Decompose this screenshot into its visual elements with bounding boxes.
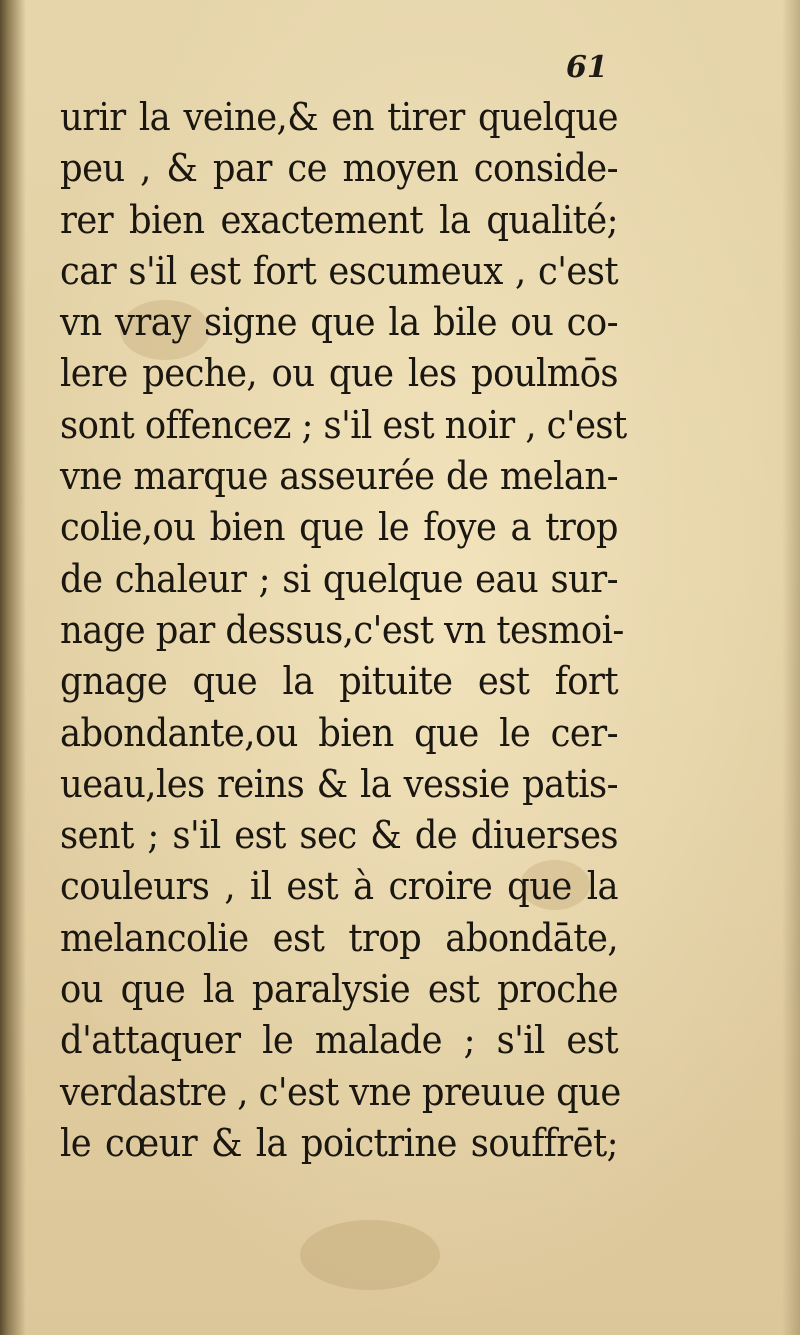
- body-text: [60, 92, 627, 1169]
- text-line: couleurs , il est à croire que la: [60, 864, 618, 909]
- text-line: le cœur & la poictrine souffrēt;: [60, 1120, 618, 1165]
- text-line: nage par dessus,c'est vn tesmoi-: [60, 607, 624, 652]
- page-edge-shadow: [782, 0, 800, 1335]
- text-line: vne marque asseurée de melan-: [60, 454, 618, 499]
- text-line: colie,ou bien que le foye a trop: [60, 505, 618, 550]
- text-line: de chaleur ; si quelque eau sur-: [60, 556, 618, 601]
- text-line: abondante,ou bien que le cer-: [60, 710, 618, 755]
- text-line: melancolie est trop abondāte,: [60, 915, 618, 960]
- text-line: urir la veine,& en tirer quelque: [60, 95, 618, 139]
- page-number: 61: [566, 50, 608, 85]
- text-line: verdastre , c'est vne preuue que: [60, 1069, 621, 1114]
- text-line: vn vray signe que la bile ou co-: [60, 300, 618, 345]
- text-line: rer bien exactement la qualité;: [60, 197, 618, 242]
- text-line: gnage que la pituite est fort: [60, 659, 618, 704]
- text-line: d'attaquer le malade ; s'il est: [60, 1018, 618, 1063]
- text-line: sent ; s'il est sec & de diuerses: [60, 813, 618, 858]
- text-line: lere peche, ou que les poulmōs: [60, 351, 618, 396]
- text-line: peu , & par ce moyen conside-: [60, 146, 618, 191]
- text-line: ueau,les reins & la vessie patis-: [60, 761, 618, 806]
- paper-stain: [300, 1220, 440, 1290]
- text-line: car s'il est fort escumeux , c'est: [60, 248, 618, 293]
- binding-gutter-shadow: [0, 0, 26, 1335]
- text-line: sont offencez ; s'il est noir , c'est: [60, 402, 627, 447]
- text-line: ou que la paralysie est proche: [60, 967, 618, 1012]
